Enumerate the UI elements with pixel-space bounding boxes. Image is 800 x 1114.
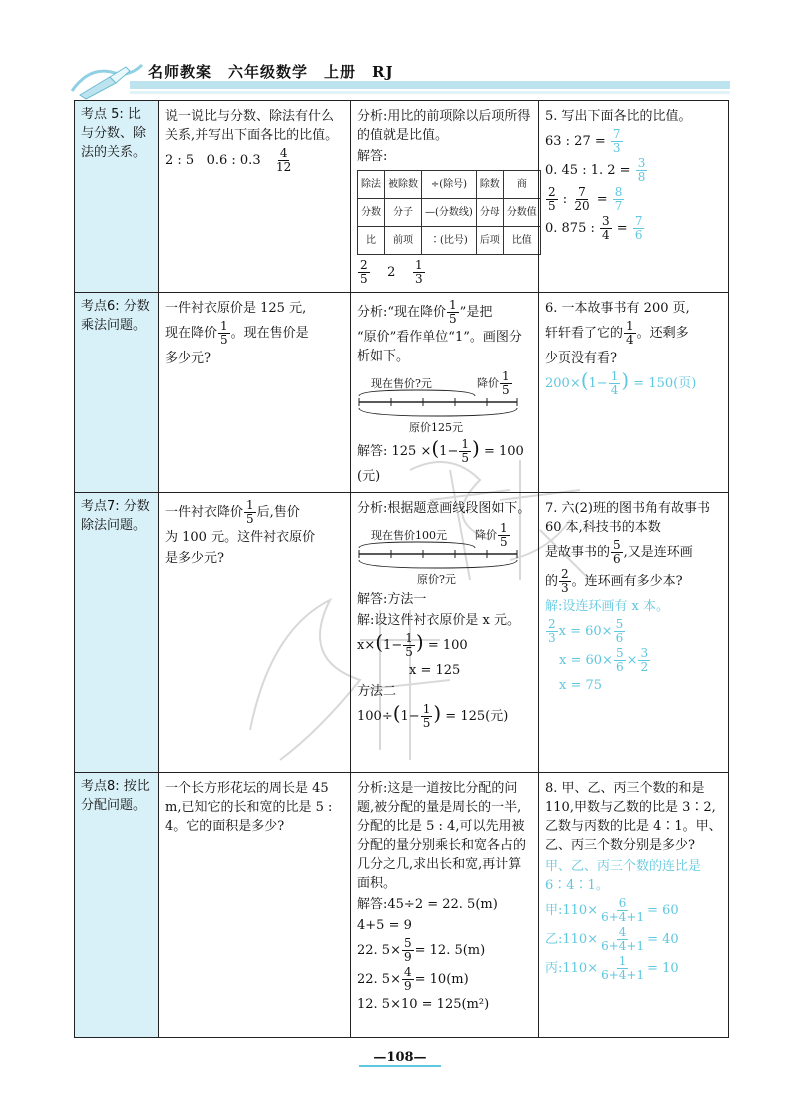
expr: 2 : 5 <box>165 153 195 168</box>
practice-cell: 7. 六(2)班的图书角有故事书 60 本,科技书的本数 是故事书的 $\frac{5}{6}$ ,又是连环画 的 $\frac{2}{3}$ 。连环画有多少本? 解:设连环画有 x 本。 $\frac{2}{3}$ x = 60× $\frac{5}{6}$ x = 60× $\frac{5}{6}$ × $\frac{3}{2}$ x = 75 <box>539 493 729 773</box>
practice-cell: 6. 一本故事书有 200 页, 轩轩看了它的 $\frac{1}{4}$ 。还剩多 少页没有看? 200×(1− $\frac{1}{4}$ ) = 150(页) <box>539 293 729 493</box>
relation-table: 除法 被除数 ÷(除号) 除数 商 分数 分子 —(分数线) 分母 分数值 比 前项 ∶(比号) 后项 比值 <box>357 170 541 255</box>
analysis-cell: 分析:根据题意画线段图如下。 现在售价100元 降价 $\frac{1}{5}$ 原价?元 解答:方法一 解:设这件衬衣原价是 x 元。 x×(1− $\frac{1}{5}$ ) = 100 x = 125 方法二 100÷(1− $\frac{1}{5}$ ) = 125(元) <box>351 493 539 773</box>
key-point-cell: 考点8: 按比分配问题。 <box>75 773 159 1038</box>
table-row <box>75 293 729 493</box>
segment-diagram: 现在售价100元 降价 $\frac{1}{5}$ 原价?元 <box>357 522 532 586</box>
practice-line: 0. 45 : 1. 2 = $\frac{3}{8}$ <box>545 156 646 184</box>
practice-line: 0. 875 : $\frac{3}{4}$ = $\frac{7}{6}$ <box>545 214 643 242</box>
fraction: $\frac{4}{12}$ <box>276 146 292 174</box>
ratio-values: $\frac{2}{5}$ 2 $\frac{1}{3}$ <box>360 258 423 286</box>
answer: 200×(1− $\frac{1}{4}$ ) = 150(页) <box>545 368 697 397</box>
example-exprs <box>165 147 344 174</box>
practice-question: 5. 写出下面各比的比值。 <box>545 109 692 124</box>
key-point-cell: 考点6: 分数乘法问题。 <box>75 293 159 493</box>
header-title: 名师教案 六年级数学 上册 RJ <box>148 63 394 81</box>
header-band-light <box>130 91 730 94</box>
page-number: —108— <box>0 1050 800 1065</box>
example-cell: 一件衬衣降价 $\frac{1}{5}$ 后,售价 为 100 元。这件衬衣原价 是多少元? <box>159 493 351 773</box>
practice-cell: 8. 甲、乙、丙三个数的和是 110,甲数与乙数的比是 3∶2,乙数与丙数的比是 4∶1。甲、乙、丙三个数分别是多少? 甲、乙、丙三个数的连比是 6∶4∶1。 甲:110× $\frac{6}{6+4+1}$ = 60 乙:110× $\frac{4}{6+4+1}$ = 40 丙:110× $\frac{1}{6+4+1}$ = 10 <box>539 773 729 1038</box>
page-header <box>70 55 730 100</box>
practice-line: 63 : 27 = $\frac{7}{3}$ <box>545 127 621 155</box>
table-row <box>75 773 729 1038</box>
analysis-cell <box>351 101 539 293</box>
example-cell: 一个长方形花坛的周长是 45 m,已知它的长和宽的比是 5 : 4。它的面积是多少? <box>159 773 351 1038</box>
practice-line: $\frac{2}{5}$ : $\frac{7}{20}$ = $\frac{8}{7}$ <box>548 185 623 213</box>
table-row <box>75 493 729 773</box>
key-point-cell: 考点7: 分数除法问题。 <box>75 493 159 773</box>
example-cell: 一件衬衣原价是 125 元, 现在降价 $\frac{1}{5}$ 。现在售价是 多少元? <box>159 293 351 493</box>
answer-label: 解答: <box>357 149 388 164</box>
expr: 0.6 : 0.3 <box>206 153 261 168</box>
analysis-text: 分析:用比的前项除以后项所得的值就是比值。 <box>357 109 531 143</box>
practice-cell <box>539 101 729 293</box>
key-point-cell: 考点 5: 比与分数、除法的关系。 <box>75 101 159 293</box>
analysis-cell: 分析:这是一道按比分配的问题,被分配的量是周长的一半,分配的比是 5 : 4,可以先用被分配的量分别乘长和宽各占的几分之几,求出长和宽,再计算面积。 解答:45÷2 = 22. 5(m) 4+5 = 9 22. 5× $\frac{5}{9}$ = 12. 5(m) 22. 5× $\frac{4}{9}$ = 10(m) 12. 5×10 = 125(m²) <box>351 773 539 1038</box>
table-row <box>75 101 729 293</box>
segment-diagram: 现在售价?元 降价 $\frac{1}{5}$ 原价125元 <box>357 370 532 434</box>
lesson-table <box>74 100 729 1038</box>
example-cell <box>159 101 351 293</box>
analysis-cell: 分析:“现在降价 $\frac{1}{5}$ ”是把 “原价”看作单位“1”。画图分析如下。 现在售价?元 降价 $\frac{1}{5}$ 原价125元 解答: 125 ×(1− $\frac{1}{5}$ ) = 100 (元) <box>351 293 539 493</box>
header-band <box>130 81 730 89</box>
example-text: 说一说比与分数、除法有什么关系,并写出下面各比的比值。 <box>165 109 339 143</box>
